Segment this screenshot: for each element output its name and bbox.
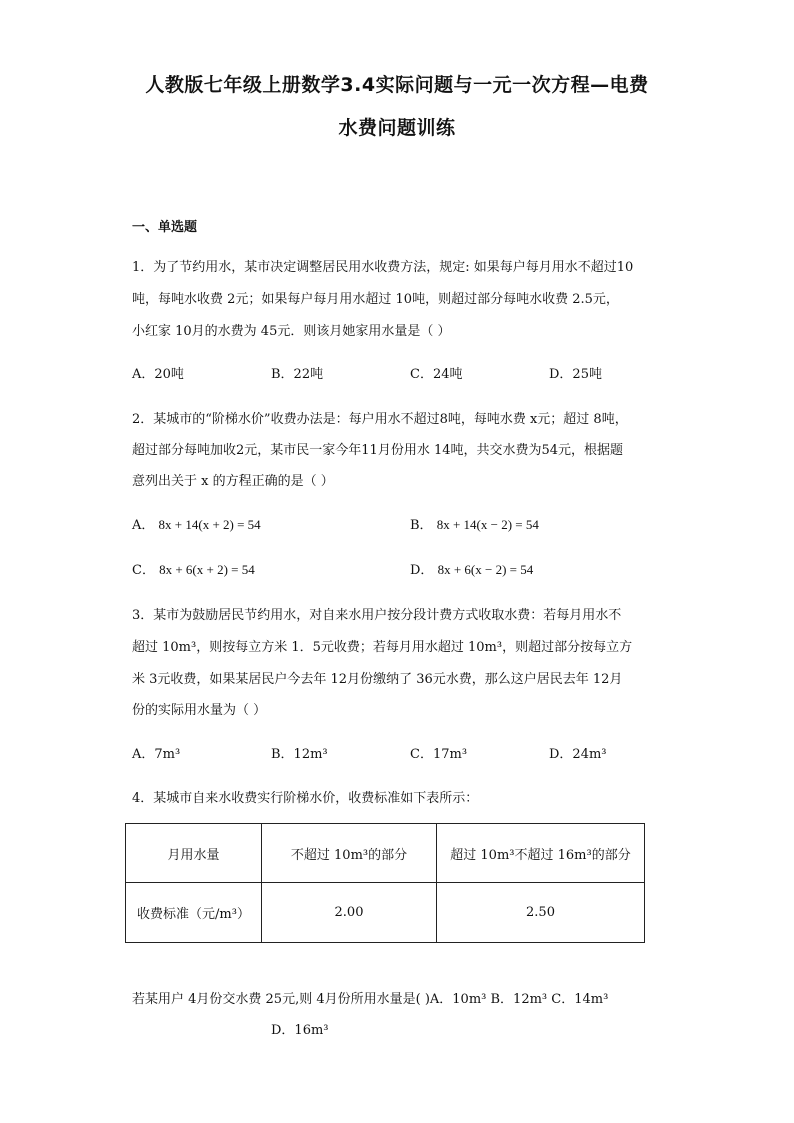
table-header-row xyxy=(126,824,645,883)
table-header-cell: 月用水量 xyxy=(126,824,262,883)
q2-option-a-label: A． xyxy=(132,518,155,533)
q3-option-b: B．12m³ xyxy=(271,747,328,762)
table-cell: 收费标准（元/m³） xyxy=(126,883,262,943)
q1-option-a: A．20吨 xyxy=(132,367,184,382)
q2-option-b xyxy=(410,514,539,533)
q4-text-line2: 若某用户 4月份交水费 25元,则 4月份所用水量是( )A．10m³ B．12m³ C．14m³ xyxy=(132,992,609,1007)
document-title-line2: 水费问题训练 xyxy=(338,117,456,139)
q1-text-line2: 吨，每吨水收费 2元；如果每户每月用水超过 10吨，则超过部分每吨水收费 2.5元， xyxy=(132,292,619,307)
q3-option-a: A．7m³ xyxy=(132,747,181,762)
q4-text-line1: 4．某城市自来水收费实行阶梯水价，收费标准如下表所示： xyxy=(132,791,479,806)
table-cell: 2.00 xyxy=(262,883,437,943)
table-header-cell: 超过 10m³不超过 16m³的部分 xyxy=(437,824,645,883)
q2-option-d-label: D． xyxy=(410,563,434,578)
q1-option-d: D．25吨 xyxy=(549,367,602,382)
q2-option-c-equation: 8x + 6(x + 2) = 54 xyxy=(159,562,255,577)
water-fee-table xyxy=(125,823,645,943)
q2-option-b-label: B． xyxy=(410,518,433,533)
q3-text-line2: 超过 10m³，则按每立方米 1．5元收费；若每月用水超过 10m³，则超过部分按每立方 xyxy=(132,640,633,655)
q1-text-line3: 小红家 10月的水费为 45元．则该月她家用水量是（ ） xyxy=(132,324,451,339)
q2-option-c-label: C． xyxy=(132,563,155,578)
table-cell: 2.50 xyxy=(437,883,645,943)
q2-text-line3: 意列出关于 x 的方程正确的是（ ） xyxy=(132,474,334,489)
q2-text-line2: 超过部分每吨加收2元，某市民一家今年11月份用水 14吨，共交水费为54元，根据题 xyxy=(132,443,624,458)
q2-text-line1: 2．某城市的“阶梯水价”收费办法是：每户用水不超过8吨，每吨水费 x元；超过 8吨， xyxy=(132,412,628,427)
q2-option-d-equation: 8x + 6(x − 2) = 54 xyxy=(437,562,534,577)
q3-text-line1: 3．某市为鼓励居民节约用水，对自来水用户按分段计费方式收取水费：若每月用水不 xyxy=(132,608,622,623)
q2-option-b-equation: 8x + 14(x − 2) = 54 xyxy=(436,517,539,532)
q2-option-a xyxy=(132,514,261,533)
q2-option-d xyxy=(410,559,533,578)
q3-option-d: D．24m³ xyxy=(549,747,607,762)
q1-option-b: B．22吨 xyxy=(271,367,324,382)
section-heading: 一、单选题 xyxy=(132,220,198,235)
table-row xyxy=(126,883,645,943)
q3-text-line3: 米 3元收费，如果某居民户今去年 12月份缴纳了 36元水费，那么这户居民去年 12月 xyxy=(132,672,623,687)
table-header-cell: 不超过 10m³的部分 xyxy=(262,824,437,883)
q2-option-c xyxy=(132,559,255,578)
document-title-line1: 人教版七年级上册数学3.4实际问题与一元一次方程—电费 xyxy=(145,74,649,96)
q1-option-c: C．24吨 xyxy=(410,367,463,382)
q4-option-d: D．16m³ xyxy=(271,1023,329,1038)
q1-text-line1: 1．为了节约用水，某市决定调整居民用水收费方法，规定: 如果每户每月用水不超过10 xyxy=(132,260,634,275)
q3-option-c: C．17m³ xyxy=(410,747,468,762)
q2-option-a-equation: 8x + 14(x + 2) = 54 xyxy=(158,517,261,532)
q3-text-line4: 份的实际用水量为（ ） xyxy=(132,703,267,718)
